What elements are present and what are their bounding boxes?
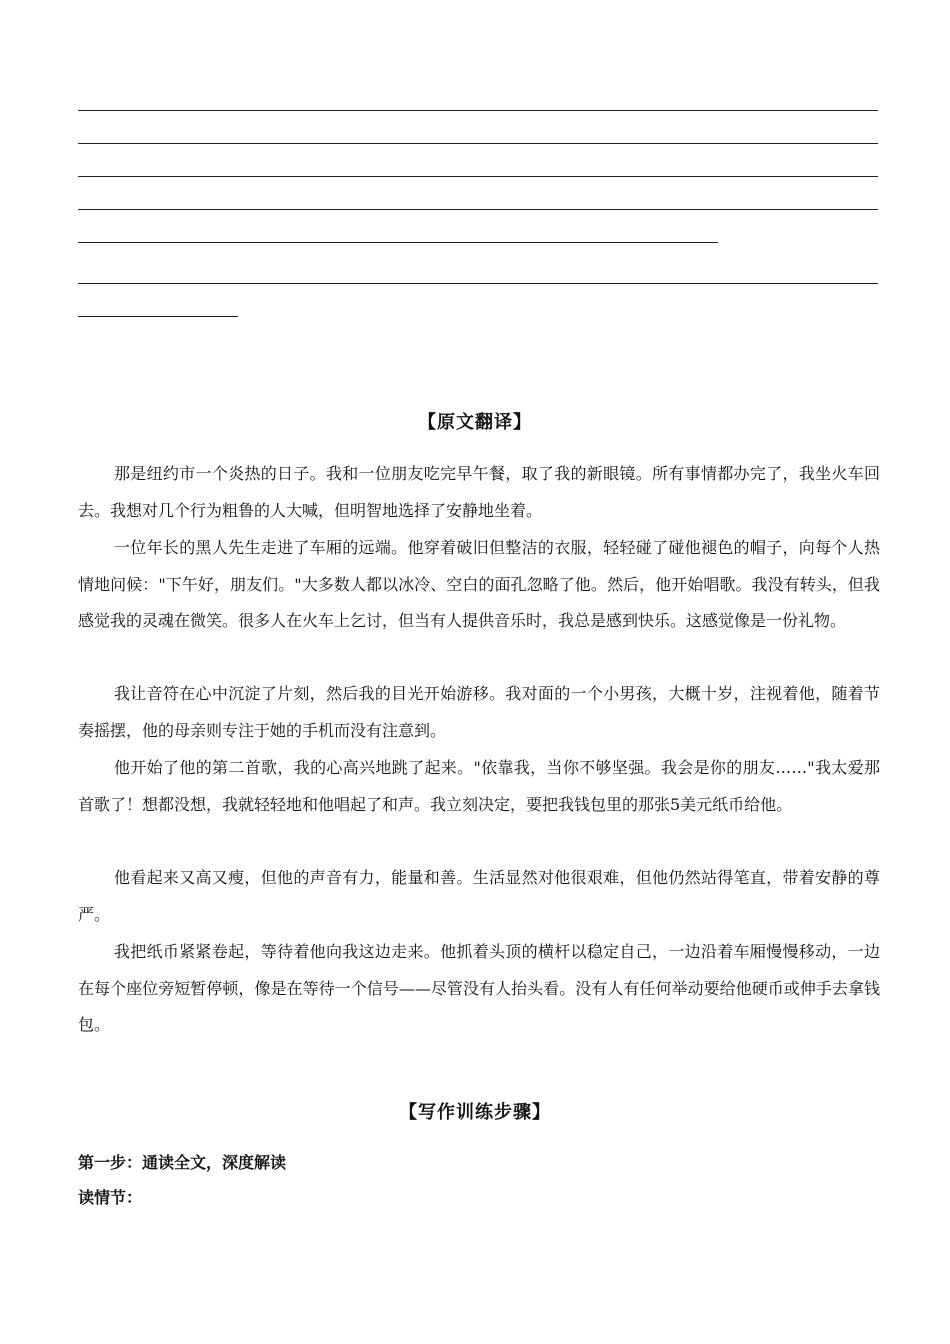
answer-line-7: [78, 316, 238, 317]
translation-paragraph-2: 一位年长的黑人先生走进了车厢的远端。他穿着破旧但整洁的衣服，轻轻碰了碰他褪色的帽子，向每个人热情地问候："下午好，朋友们。"大多数人都以冰冷、空白的面孔忽略了他。然后，他开始唱歌。我没有转头，但我感觉我的灵魂在微笑。很多人在火车上乞讨，但当有人提供音乐时，我总是感到快乐。这感觉像是一份礼物。: [78, 538, 880, 630]
translation-heading: 【原文翻译】: [418, 412, 532, 433]
translation-paragraph-5: 他看起来又高又瘦，但他的声音有力，能量和善。生活显然对他很艰难，但他仍然站得笔直，带着安静的尊严。: [78, 868, 880, 924]
translation-paragraph-4: 他开始了他的第二首歌，我的心高兴地跳了起来。"依靠我，当你不够坚强。我会是你的朋友……"我太爱那首歌了！想都没想，我就轻轻地和他唱起了和声。我立刻决定，要把我钱包里的那张5美元纸币给他。: [78, 758, 880, 814]
answer-line-5: [78, 242, 718, 243]
answer-line-3: [78, 176, 878, 177]
answer-line-4: [78, 209, 878, 210]
step-one-label: 第一步：通读全文，深度解读: [78, 1153, 287, 1172]
translation-paragraph-1: 那是纽约市一个炎热的日子。我和一位朋友吃完早午餐，取了我的新眼镜。所有事情都办完了，我坐火车回去。我想对几个行为粗鲁的人大喊，但明智地选择了安静地坐着。: [78, 464, 880, 520]
answer-line-1: [78, 110, 878, 111]
writing-steps-heading: 【写作训练步骤】: [399, 1102, 551, 1123]
read-plot-label: 读情节：: [78, 1188, 143, 1207]
answer-line-2: [78, 143, 878, 144]
answer-line-6: [78, 283, 878, 284]
translation-paragraph-3: 我让音符在心中沉淀了片刻，然后我的目光开始游移。我对面的一个小男孩，大概十岁，注视着他，随着节奏摇摆，他的母亲则专注于她的手机而没有注意到。: [78, 684, 880, 740]
translation-paragraph-6: 我把纸币紧紧卷起，等待着他向我这边走来。他抓着头顶的横杆以稳定自己，一边沿着车厢慢慢移动，一边在每个座位旁短暂停顿，像是在等待一个信号——尽管没有人抬头看。没有人有任何举动要给他硬币或伸手去拿钱包。: [78, 942, 880, 1034]
